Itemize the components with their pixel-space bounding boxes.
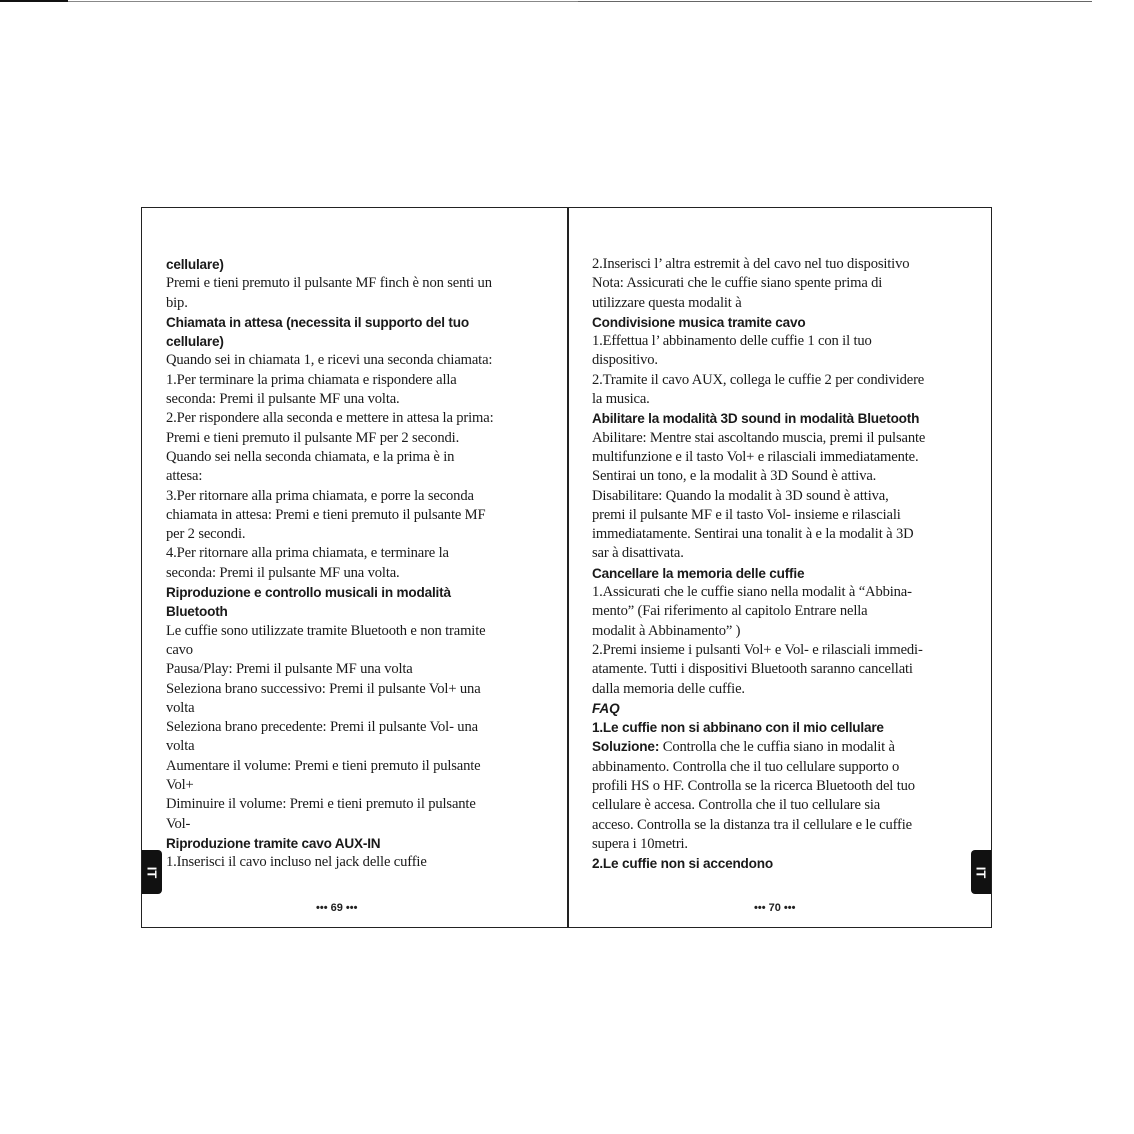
faq-heading: FAQ: [592, 700, 620, 716]
section-heading-line: cellulare): [166, 334, 224, 350]
section-heading-line: Abilitare la modalità 3D sound in modalità Bluetooth: [592, 411, 920, 427]
text-line: [592, 737, 957, 757]
text-line: seconda: Premi il pulsante MF una volta.: [166, 391, 400, 408]
text-line: Abilitare: Mentre stai ascoltando muscia, premi il pulsante: [592, 429, 926, 446]
top-rule-mid: [68, 1, 578, 2]
text-line: 1.Per terminare la prima chiamata e rispondere alla: [166, 371, 457, 388]
section-heading-line: Condivisione musica tramite cavo: [592, 314, 806, 330]
line-text: Controlla che le cuffia siano in modalit à: [662, 739, 895, 756]
text-line: 1.Assicurati che le cuffie siano nella modalit à “Abbina-: [592, 584, 912, 601]
text-line: 4.Per ritornare alla prima chiamata, e terminare la: [166, 545, 449, 562]
text-line: Quando sei in chiamata 1, e ricevi una seconda chiamata:: [166, 352, 493, 369]
text-line: 2.Inserisci l’ altra estremit à del cavo nel tuo dispositivo: [592, 256, 910, 272]
text-line: cavo: [166, 641, 193, 658]
text-line: volta: [166, 738, 195, 755]
text-line: modalit à Abbinamento” ): [592, 622, 741, 639]
text-line: 1.Inserisci il cavo incluso nel jack delle cuffie: [166, 854, 427, 871]
page-divider: [567, 208, 569, 927]
section-heading-line: Riproduzione tramite cavo AUX-IN: [166, 835, 381, 851]
text-line: atamente. Tutti i dispositivi Bluetooth saranno cancellati: [592, 661, 913, 678]
section-heading-line: Riproduzione e controllo musicali in modalità: [166, 585, 451, 601]
text-line: supera i 10metri.: [592, 835, 688, 852]
text-line: Seleziona brano precedente: Premi il pulsante Vol- una: [166, 719, 478, 736]
text-line: 1.Effettua l’ abbinamento delle cuffie 1 con il tuo: [592, 333, 872, 350]
language-tab-label: IT: [973, 866, 989, 878]
text-line: 3.Per ritornare alla prima chiamata, e porre la seconda: [166, 487, 474, 504]
text-line: volta: [166, 699, 195, 716]
text-line: Diminuire il volume: Premi e tieni premuto il pulsante: [166, 796, 476, 813]
text-line: immediatamente. Sentirai una tonalit à e la modalit à 3D: [592, 526, 914, 543]
page-number-right: ••• 70 •••: [754, 902, 796, 914]
text-line: dispositivo.: [592, 352, 658, 369]
text-line: chiamata in attesa: Premi e tieni premuto il pulsante MF: [166, 506, 486, 523]
text-line: Premi e tieni premuto il pulsante MF finch è non senti un: [166, 275, 492, 292]
text-line: sar à disattivata.: [592, 545, 684, 562]
section-heading-line: 1.Le cuffie non si abbinano con il mio cellulare: [592, 720, 884, 736]
text-line: per 2 secondi.: [166, 526, 246, 543]
text-line: multifunzione e il tasto Vol+ e rilasciali immediatamente.: [592, 448, 919, 465]
text-line: Vol-: [166, 815, 191, 832]
right-page: [592, 255, 957, 874]
manual-spread: [141, 207, 992, 928]
text-line: Seleziona brano successivo: Premi il pulsante Vol+ una: [166, 680, 481, 697]
text-line: 2.Per rispondere alla seconda e mettere in attesa la prima:: [166, 410, 494, 427]
text-line: 2.Tramite il cavo AUX, collega le cuffie 2 per condividere: [592, 371, 925, 388]
text-line: profili HS o HF. Controlla se la ricerca Bluetooth del tuo: [592, 778, 915, 795]
text-line: cellulare è accesa. Controlla che il tuo cellulare sia: [592, 797, 881, 814]
top-rule-left: [0, 0, 68, 2]
text-line: Quando sei nella seconda chiamata, e la prima è in: [166, 448, 455, 465]
left-page: [166, 255, 536, 873]
text-line: dalla memoria delle cuffie.: [592, 680, 745, 697]
section-heading-line: Bluetooth: [166, 604, 228, 620]
text-line: mento” (Fai riferimento al capitolo Entrare nella: [592, 603, 868, 620]
text-line: la musica.: [592, 391, 650, 408]
text-line: abbinamento. Controlla che il tuo cellulare supporto o: [592, 758, 900, 775]
text-line: bip.: [166, 294, 188, 311]
section-heading-line: Chiamata in attesa (necessita il supporto del tuo: [166, 314, 469, 330]
text-line: Vol+: [166, 777, 194, 794]
text-line: acceso. Controlla se la distanza tra il cellulare e le cuffie: [592, 816, 913, 833]
text-line: attesa:: [166, 468, 203, 485]
text-line: utilizzare questa modalit à: [592, 294, 742, 311]
text-line: seconda: Premi il pulsante MF una volta.: [166, 564, 400, 581]
text-line: Disabilitare: Quando la modalit à 3D sound è attiva,: [592, 487, 889, 504]
text-line: Premi e tieni premuto il pulsante MF per 2 secondi.: [166, 429, 460, 446]
bold-label: Soluzione:: [592, 739, 660, 755]
text-line: Le cuffie sono utilizzate tramite Bluetooth e non tramite: [166, 622, 486, 639]
section-heading-line: Cancellare la memoria delle cuffie: [592, 565, 805, 581]
language-tab-right: [971, 850, 991, 894]
language-tab-left: [142, 850, 162, 894]
page-number-left: ••• 69 •••: [316, 902, 358, 914]
text-line: 2.Premi insieme i pulsanti Vol+ e Vol- e rilasciali immedi-: [592, 641, 923, 658]
language-tab-label: IT: [144, 866, 160, 878]
text-line: Nota: Assicurati che le cuffie siano spente prima di: [592, 275, 883, 292]
text-line: Aumentare il volume: Premi e tieni premuto il pulsante: [166, 757, 481, 774]
section-heading-line: cellulare): [166, 257, 224, 272]
text-line: Sentirai un tono, e la modalit à 3D Sound è attiva.: [592, 468, 877, 485]
text-line: Pausa/Play: Premi il pulsante MF una volta: [166, 661, 413, 678]
top-rule-right: [578, 1, 1092, 2]
text-line: premi il pulsante MF e il tasto Vol- insieme e rilasciali: [592, 506, 901, 523]
section-heading-line: 2.Le cuffie non si accendono: [592, 856, 773, 872]
